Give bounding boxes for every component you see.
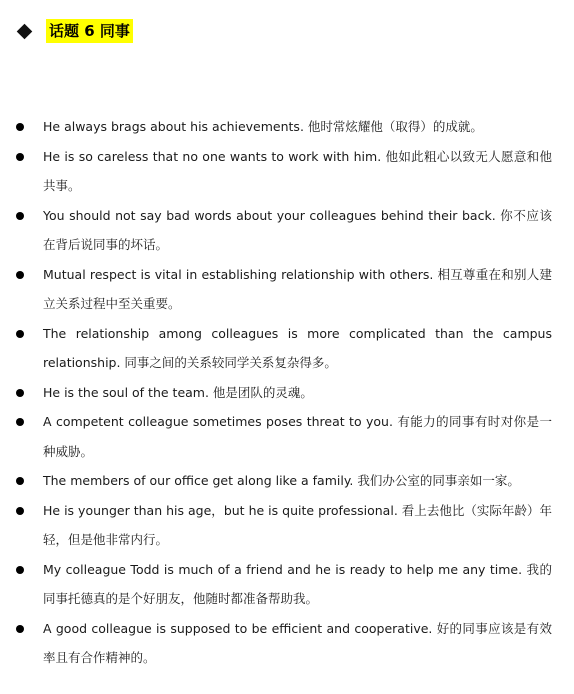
bullet-icon [16, 625, 24, 633]
list-item [0, 201, 574, 260]
section-heading [16, 18, 133, 44]
list-item-text: He is the soul of the team. 他是团队的灵魂。 [43, 384, 313, 400]
list-item-text: You should not say bad words about your colleagues behind their back. 你不应该在背后说同事的坏话。 [43, 207, 552, 252]
list-item [0, 142, 574, 201]
list-item-text: My colleague Todd is much of a friend and he is ready to help me any time. 我的同事托德真的是个好朋友，他随时都准备帮助我。 [43, 561, 552, 606]
list-item-text: He always brags about his achievements. 他时常炫耀他（取得）的成就。 [43, 119, 483, 134]
bullet-icon [16, 271, 24, 279]
list-item-text: He is younger than his age，but he is quite professional. 看上去他比（实际年龄）年轻，但是他非常内行。 [43, 502, 552, 547]
bullet-icon [16, 477, 24, 485]
bullet-icon [16, 566, 24, 574]
bullet-icon [16, 418, 24, 426]
list-item [0, 555, 574, 614]
sentence-list [0, 112, 574, 673]
bullet-icon [16, 507, 24, 515]
list-item [0, 614, 574, 673]
bullet-icon [16, 212, 24, 220]
list-item-text: The members of our office get along like a family. 我们办公室的同事亲如一家。 [43, 473, 520, 488]
heading-title: 话题 6 同事 [46, 19, 133, 43]
list-item-text: He is so careless that no one wants to work with him. 他如此粗心以致无人愿意和他共事。 [43, 148, 552, 193]
list-item-text: The relationship among colleagues is more complicated than the campus relationship. 同事之间的关系较同学关系复杂得多。 [43, 325, 552, 370]
list-item-text: Mutual respect is vital in establishing relationship with others. 相互尊重在和别人建立关系过程中至关重要。 [43, 266, 552, 311]
list-item [0, 407, 574, 466]
list-item [0, 112, 574, 142]
bullet-icon [16, 153, 24, 161]
list-item-text: A good colleague is supposed to be efficient and cooperative. 好的同事应该是有效率且有合作精神的。 [43, 620, 552, 665]
bullet-icon [16, 123, 24, 131]
list-item [0, 378, 574, 408]
list-item [0, 466, 574, 496]
diamond-bullet-icon [17, 23, 33, 39]
list-item [0, 260, 574, 319]
list-item-text: A competent colleague sometimes poses threat to you. 有能力的同事有时对你是一种威胁。 [43, 414, 552, 459]
bullet-icon [16, 389, 24, 397]
list-item [0, 496, 574, 555]
bullet-icon [16, 330, 24, 338]
list-item [0, 319, 574, 378]
